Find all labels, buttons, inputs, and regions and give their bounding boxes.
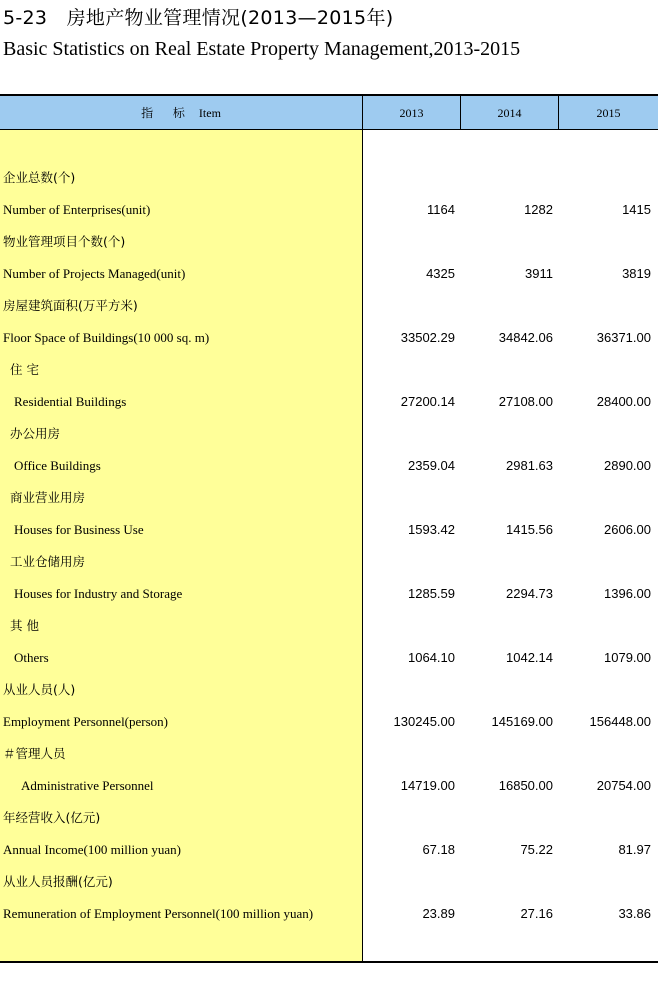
table-row <box>0 194 658 226</box>
row-value-2013: 27200.14 <box>400 394 455 409</box>
row-label: Others <box>14 650 49 665</box>
row-value-2015: 1079.00 <box>604 650 651 665</box>
header-year-2015: 2015 <box>596 106 621 120</box>
row-value-2014: 1415.56 <box>506 522 553 537</box>
row-value-2015: 2890.00 <box>604 458 651 473</box>
row-label: 物业管理项目个数(个) <box>3 234 126 249</box>
row-value-2015: 3819 <box>622 266 651 281</box>
row-label: 办公用房 <box>10 426 61 441</box>
row-value-2015: 28400.00 <box>596 394 651 409</box>
row-label: Houses for Business Use <box>14 522 144 537</box>
table-header <box>0 94 658 130</box>
table-row <box>0 642 658 674</box>
table-row <box>0 162 658 194</box>
row-value-2015: 33.86 <box>618 906 651 921</box>
row-value-2015: 81.97 <box>618 842 651 857</box>
row-label: 年经营收入(亿元) <box>3 810 101 825</box>
row-value-2013: 14719.00 <box>400 778 455 793</box>
row-label: Office Buildings <box>14 458 101 473</box>
row-value-2015: 1415 <box>622 202 651 217</box>
table-row <box>0 258 658 290</box>
row-label: Floor Space of Buildings(10 000 sq. m) <box>3 330 210 345</box>
table-row <box>0 322 658 354</box>
row-value-2015: 36371.00 <box>596 330 651 345</box>
row-value-2014: 145169.00 <box>491 714 553 729</box>
header-year-2013: 2013 <box>363 96 461 130</box>
table-row <box>0 482 658 514</box>
row-label: 房屋建筑面积(万平方米) <box>3 298 138 313</box>
row-value-2013: 67.18 <box>422 842 455 857</box>
table-row <box>0 290 658 322</box>
row-value-2013: 23.89 <box>422 906 455 921</box>
row-value-2015: 1396.00 <box>604 586 651 601</box>
row-label: Remuneration of Employment Personnel(100 million yuan) <box>3 906 314 921</box>
row-label: 从业人员报酬(亿元) <box>3 874 113 889</box>
table-row <box>0 546 658 578</box>
table-row <box>0 386 658 418</box>
row-value-2014: 16850.00 <box>498 778 553 793</box>
header-year-2014: 2014 <box>461 96 559 130</box>
row-value-2013: 1164 <box>427 202 455 217</box>
row-label: 企业总数(个) <box>3 170 76 185</box>
header-item-column <box>0 96 363 130</box>
table-row <box>0 866 658 898</box>
row-label: 商业营业用房 <box>10 490 86 505</box>
table-row <box>0 674 658 706</box>
row-value-2014: 1282 <box>524 202 553 217</box>
page-title-english: Basic Statistics on Real Estate Property Management,2013-2015 <box>3 38 521 60</box>
table-row <box>0 898 658 930</box>
row-value-2013: 1064.10 <box>408 650 455 665</box>
row-value-2015: 20754.00 <box>596 778 651 793</box>
table-row <box>0 802 658 834</box>
table-body <box>0 130 658 963</box>
row-value-2014: 75.22 <box>520 842 553 857</box>
row-value-2014: 1042.14 <box>506 650 553 665</box>
table-row <box>0 354 658 386</box>
table-row <box>0 738 658 770</box>
row-value-2015: 2606.00 <box>604 522 651 537</box>
row-label: Administrative Personnel <box>21 778 154 793</box>
row-value-2014: 27108.00 <box>498 394 553 409</box>
row-label: ＃管理人员 <box>3 746 66 761</box>
row-value-2013: 4325 <box>426 266 455 281</box>
table-row <box>0 418 658 450</box>
table-row <box>0 578 658 610</box>
header-item-en: Item <box>198 106 221 120</box>
row-value-2013: 1285.59 <box>408 586 455 601</box>
table-row <box>0 514 658 546</box>
page-title-chinese: 5-23 房地产物业管理情况(2013—2015年) <box>3 7 394 29</box>
header-item-cn: 指 标 <box>141 106 193 120</box>
row-value-2014: 34842.06 <box>498 330 553 345</box>
table-row <box>0 610 658 642</box>
row-value-2014: 2981.63 <box>506 458 553 473</box>
row-label: Houses for Industry and Storage <box>14 586 183 601</box>
table-row <box>0 450 658 482</box>
row-value-2014: 3911 <box>525 266 553 281</box>
row-label: Annual Income(100 million yuan) <box>3 842 181 857</box>
row-label: Employment Personnel(person) <box>3 714 168 729</box>
table-row <box>0 706 658 738</box>
table-row <box>0 770 658 802</box>
row-label: 住 宅 <box>10 362 39 377</box>
row-value-2013: 130245.00 <box>393 714 455 729</box>
row-label: Residential Buildings <box>14 394 127 409</box>
row-label: Number of Enterprises(unit) <box>3 202 151 217</box>
row-value-2014: 27.16 <box>520 906 553 921</box>
table-row <box>0 226 658 258</box>
row-label: Number of Projects Managed(unit) <box>3 266 186 281</box>
row-value-2015: 156448.00 <box>589 714 651 729</box>
row-value-2013: 1593.42 <box>408 522 455 537</box>
row-label: 从业人员(人) <box>3 682 76 697</box>
row-value-2014: 2294.73 <box>506 586 553 601</box>
row-label: 工业仓储用房 <box>10 554 86 569</box>
row-value-2013: 2359.04 <box>408 458 455 473</box>
table-row <box>0 834 658 866</box>
row-label: 其 他 <box>10 618 39 633</box>
row-value-2013: 33502.29 <box>400 330 455 345</box>
